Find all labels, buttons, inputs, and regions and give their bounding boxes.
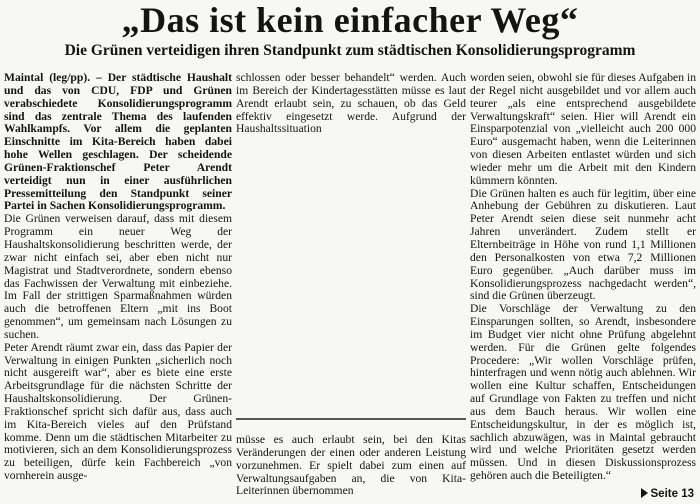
article-paragraph: Die Vorschläge der Verwaltung zu den Einsparungen sollten, so Arendt, insbesondere im Budget vier nicht ohne Prüfung abgelehnt werden. Für die Grünen gelte folgendes Procedere: „Wir wollen Vorschläge prüfen, hinterfragen und wenn nötig auch ablehnen. Wir wollen eine Kultur schaffen, Entscheidungen auf Grundlage von Fakten zu treffen und nicht aus dem Bauch heraus. Wir wollen eine Entscheidungskultur, in der es möglich ist, sachlich abzuwägen, was in Maintal gebraucht wird und welche Prioritäten gesetzt werden müssen. Und in diesen Diskussionsprozess gehören auch die Beteiligten.“ [470,302,696,483]
continued-label: Seite 13 [650,488,694,500]
article-paragraph: Peter Arendt räumt zwar ein, dass das Papier der Verwaltung in einigen Punkten „sicherlich noch nicht ausgereift war“, aber es biete eine erste Arbeitsgrundlage für die nächsten Schritte der Haushaltskonsolidierung. Der Grünen-Fraktionschef spricht sich dafür aus, dass auch im Kita-Bereich vieles auf den Prüfstand komme. Denn um die städtischen Mitarbeiter zu motivieren, sich an dem Konsolidierungsprozess zu beteiligen, dürfe kein Fachbereich „von vornherein ausge- [4,340,232,483]
article-column-2-bottom [236,434,466,498]
blank-ad-space [236,137,466,415]
article-paragraph: schlossen oder besser behandelt“ werden. Auch im Bereich der Kindertagesstätten müsse es laut Arendt erlaubt sein, zu schauen, ob das Geld effektiv eingesetzt werde. Aufgrund der Haushaltssituation [236,71,466,136]
article-paragraph: müsse es auch erlaubt sein, bei den Kitas Veränderungen der einen oder anderen Leistung vorzunehmen. Er spielt dabei zum einen auf Verwaltungsaufgaben an, die von Kita-Leiterinnen übernommen [236,433,466,498]
article-paragraph: Die Grünen halten es auch für legitim, über eine Anhebung der Gebühren zu diskutieren. Laut Peter Arendt seien diese seit nunmehr acht Jahren unverändert. Zudem stellt er Elternbeiträge in Höhe von rund 1,1 Millionen den Personalkosten von etwa 7,2 Millionen Euro gegenüber. „Auch darüber muss im Konsolidierungsprozess nachgedacht werden“, sind die Grünen überzeugt. [470,186,696,303]
continued-on-page [641,488,694,500]
article-subheadline: Die Grünen verteidigen ihren Standpunkt zum städtischen Konsolidierungsprogramm [64,42,636,59]
article-column-1 [4,72,232,483]
article-paragraph: Die Grünen verweisen darauf, dass mit diesem Programm ein neuer Weg der Haushaltskonsolidierung beschritten werde, der zwar nicht einfach sei, aber eben nicht nur Magistrat und Stadtverordnete, sondern ebenso das Fachwissen der Verwaltung mit einbeziehe. Im Fall der strittigen Sparmaßnahmen würden auch die betroffenen Eltern „mit ins Boot genommen“, um gemeinsam nach Lösungen zu suchen. [4,212,232,341]
article-paragraph: worden seien, obwohl sie für dieses Aufgaben in der Regel nicht ausgebildet und vor allem auch teurer „als eine entsprechend ausgebildete Verwaltungskraft“ seien. Hier will Arendt ein Einsparpotenzial von „vielleicht auch 200 000 Euro“ ausgemacht haben, wenn die Leiterinnen von diesen Arbeiten entlastet würden und sich wieder mehr um die Arbeit mit den Kindern kümmern könnten. [470,71,696,187]
article-lead-paragraph: Maintal (leg/pp). – Der städtische Haushalt und das von CDU, FDP und Grünen verabschiedete Konsolidierungsprogramm sind das zentrale Thema des laufenden Wahlkampfs. Vor allem die geplanten Einschnitte im Kita-Bereich haben dabei hohe Wellen geschlagen. Der scheidende Grünen-Fraktionschef Peter Arendt verteidigt nun in einer ausführlichen Pressemitteilung den Standpunkt seiner Partei in Sachen Konsolidierungsprogramm. [4,71,232,213]
article-column-3 [470,72,696,483]
article-column-2-top [236,72,466,136]
column-divider-rule [236,418,466,420]
article-headline: „Das ist kein einfacher Weg“ [121,0,579,40]
arrow-right-icon [641,488,648,498]
